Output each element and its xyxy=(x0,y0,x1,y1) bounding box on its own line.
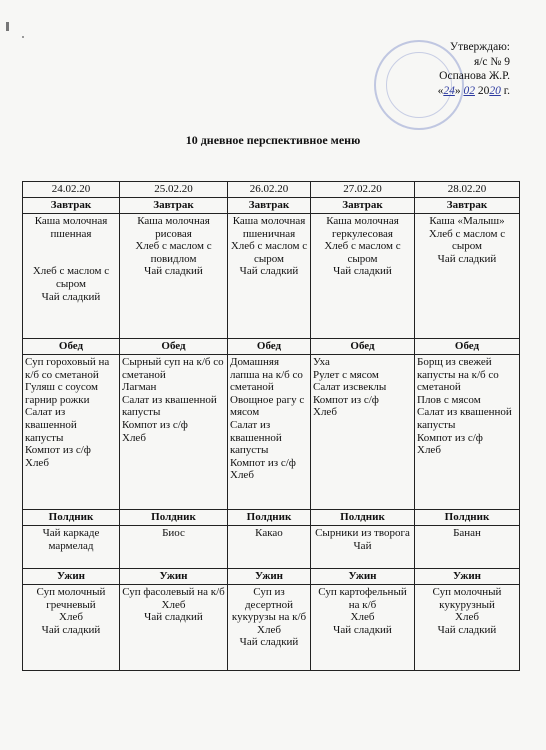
lunch-row xyxy=(23,355,520,510)
dish: Чай сладкий xyxy=(437,623,497,636)
meal-label: Ужин xyxy=(228,569,311,585)
dish: Каша молочная пшеничная xyxy=(232,215,306,240)
dish: Чай каркаде xyxy=(42,527,100,539)
dish: Салат из квашенной капусты xyxy=(122,393,217,419)
dish: Каша «Малыш» xyxy=(429,215,505,227)
dish: Домашняя лапша на к/б со сметаной xyxy=(230,356,303,394)
dish: Хлеб xyxy=(161,598,186,611)
menu-cell xyxy=(228,526,311,569)
menu-cell xyxy=(311,355,415,510)
meal-label: Полдник xyxy=(415,510,520,526)
dish: Хлеб с маслом с сыром xyxy=(32,265,110,290)
menu-cell xyxy=(415,526,520,569)
snack-header-row xyxy=(23,510,520,526)
menu-cell xyxy=(415,585,520,671)
dish: Чай сладкий xyxy=(41,623,101,636)
meal-label: Ужин xyxy=(120,569,228,585)
breakfast-row xyxy=(23,214,520,339)
meal-label: Обед xyxy=(415,339,520,355)
snack-row xyxy=(23,526,520,569)
dish: Салат из квашенной капусты xyxy=(417,406,512,431)
dinner-row xyxy=(23,585,520,671)
lunch-header-row xyxy=(23,339,520,355)
meal-label: Обед xyxy=(23,339,120,355)
menu-cell xyxy=(120,526,228,569)
dish: Борщ из свежей капусты на к/б со сметаной xyxy=(417,356,499,394)
date-cell: 25.02.20 xyxy=(120,182,228,198)
dish: Компот из с/ф xyxy=(230,456,296,469)
dish: Салат изсвеклы xyxy=(313,381,387,394)
dinner-header-row xyxy=(23,569,520,585)
dish: Компот из с/ф xyxy=(122,418,188,431)
date-cell: 24.02.20 xyxy=(23,182,120,198)
scan-dot xyxy=(22,36,24,38)
dish-gap xyxy=(25,253,117,266)
menu-cell xyxy=(120,214,228,339)
dish: Сырники из творога xyxy=(315,527,410,539)
meal-label: Ужин xyxy=(415,569,520,585)
menu-cell xyxy=(311,526,415,569)
dish: Суп гороховый на к/б со сметаной xyxy=(25,356,110,381)
dish: Хлеб xyxy=(350,611,375,624)
dish: Овощное рагу с мясом xyxy=(230,393,305,419)
menu-cell xyxy=(228,585,311,671)
dish: Хлеб с маслом с повидлом xyxy=(135,240,212,265)
dish: Сырный суп на к/б со сметаной xyxy=(122,356,224,381)
dish: Салат из квашенной капусты xyxy=(230,418,282,457)
date-end: г. xyxy=(503,84,510,97)
menu-cell xyxy=(311,214,415,339)
dish: Банан xyxy=(453,527,481,539)
menu-cell xyxy=(228,355,311,510)
dish: Хлеб xyxy=(257,623,281,636)
menu-cell xyxy=(415,214,520,339)
dish: Хлеб xyxy=(25,456,49,469)
menu-cell xyxy=(228,214,311,339)
dish: мармелад xyxy=(48,539,94,552)
meal-label: Полдник xyxy=(23,510,120,526)
approval-name: Оспанова Ж.Р. xyxy=(439,70,510,82)
dish: Хлеб с маслом с сыром xyxy=(324,240,401,265)
approval-org: я/с № 9 xyxy=(473,55,510,68)
meal-label: Завтрак xyxy=(120,198,228,214)
dish: Чай сладкий xyxy=(239,265,299,278)
dish: Хлеб xyxy=(122,431,146,444)
dates-row xyxy=(23,182,520,198)
dish: Уха xyxy=(313,356,330,368)
dish: Каша молочная пшенная xyxy=(34,215,108,240)
meal-label: Обед xyxy=(311,339,415,355)
date-cell: 27.02.20 xyxy=(311,182,415,198)
menu-cell xyxy=(23,526,120,569)
meal-label: Полдник xyxy=(120,510,228,526)
meal-label: Обед xyxy=(120,339,228,355)
dish: Компот из с/ф xyxy=(25,444,91,457)
date-cell: 28.02.20 xyxy=(415,182,520,198)
dish: Чай сладкий xyxy=(144,265,203,278)
dish-gap xyxy=(25,240,117,253)
dish: Хлеб с маслом с сыром xyxy=(428,227,506,253)
menu-table xyxy=(22,181,520,671)
dish: Компот из с/ф xyxy=(313,393,379,406)
dish: Салат из квашенной капусты xyxy=(25,406,77,444)
date-year-prefix: 20 xyxy=(477,84,490,97)
dish: Чай сладкий xyxy=(437,252,497,265)
menu-cell xyxy=(23,214,120,339)
dish: Суп молочный кукурузный xyxy=(432,586,502,611)
approval-block xyxy=(438,40,510,98)
dish: Чай xyxy=(353,539,372,552)
dish: Биос xyxy=(162,527,185,539)
meal-label: Завтрак xyxy=(228,198,311,214)
approval-date xyxy=(438,84,510,99)
menu-cell xyxy=(23,585,120,671)
date-close: » xyxy=(454,84,461,97)
dish: Хлеб с маслом с сыром xyxy=(230,240,308,265)
dish: Хлеб xyxy=(417,444,441,457)
meal-label: Ужин xyxy=(311,569,415,585)
meal-label: Полдник xyxy=(311,510,415,526)
date-cell: 26.02.20 xyxy=(228,182,311,198)
dish: Чай сладкий xyxy=(333,623,392,636)
dish: Суп из десертной кукурузы на к/б xyxy=(231,586,307,624)
date-day: 24 xyxy=(443,84,455,97)
dish: Чай сладкий xyxy=(144,611,203,624)
dish: Каша молочная геркулесовая xyxy=(326,215,399,240)
meal-label: Завтрак xyxy=(311,198,415,214)
dish: Хлеб xyxy=(230,469,254,482)
date-month: 02 xyxy=(463,84,475,97)
dish: Лагман xyxy=(122,381,157,394)
dish: Какао xyxy=(255,527,283,539)
meal-label: Ужин xyxy=(23,569,120,585)
menu-cell xyxy=(120,355,228,510)
dish: Гуляш с соусом гарнир рожки xyxy=(25,381,98,406)
dish: Хлеб xyxy=(455,611,479,624)
dish: Суп картофельный на к/б xyxy=(318,586,407,611)
breakfast-header-row xyxy=(23,198,520,214)
meal-label: Завтрак xyxy=(415,198,520,214)
dish: Плов с мясом xyxy=(417,393,481,406)
scan-mark xyxy=(6,22,9,31)
meal-label: Завтрак xyxy=(23,198,120,214)
menu-cell xyxy=(311,585,415,671)
meal-label: Полдник xyxy=(228,510,311,526)
dish: Рулет с мясом xyxy=(313,368,379,381)
dish: Суп молочный гречневый xyxy=(36,586,106,611)
dish: Чай сладкий xyxy=(239,636,299,649)
dish: Хлеб xyxy=(313,406,337,419)
menu-cell xyxy=(415,355,520,510)
dish: Чай сладкий xyxy=(333,265,392,278)
date-year-suffix: 20 xyxy=(489,84,501,97)
approval-heading: Утверждаю: xyxy=(449,41,510,53)
meal-label: Обед xyxy=(228,339,311,355)
page-title: 10 дневное перспективное меню xyxy=(185,133,361,147)
dish: Каша молочная рисовая xyxy=(137,215,210,240)
menu-cell xyxy=(23,355,120,510)
dish: Суп фасолевый на к/б xyxy=(122,586,225,598)
dish: Чай сладкий xyxy=(41,290,101,303)
menu-cell xyxy=(120,585,228,671)
date-open: « xyxy=(437,84,444,97)
dish: Компот из с/ф xyxy=(417,431,483,444)
dish: Хлеб xyxy=(59,611,83,624)
